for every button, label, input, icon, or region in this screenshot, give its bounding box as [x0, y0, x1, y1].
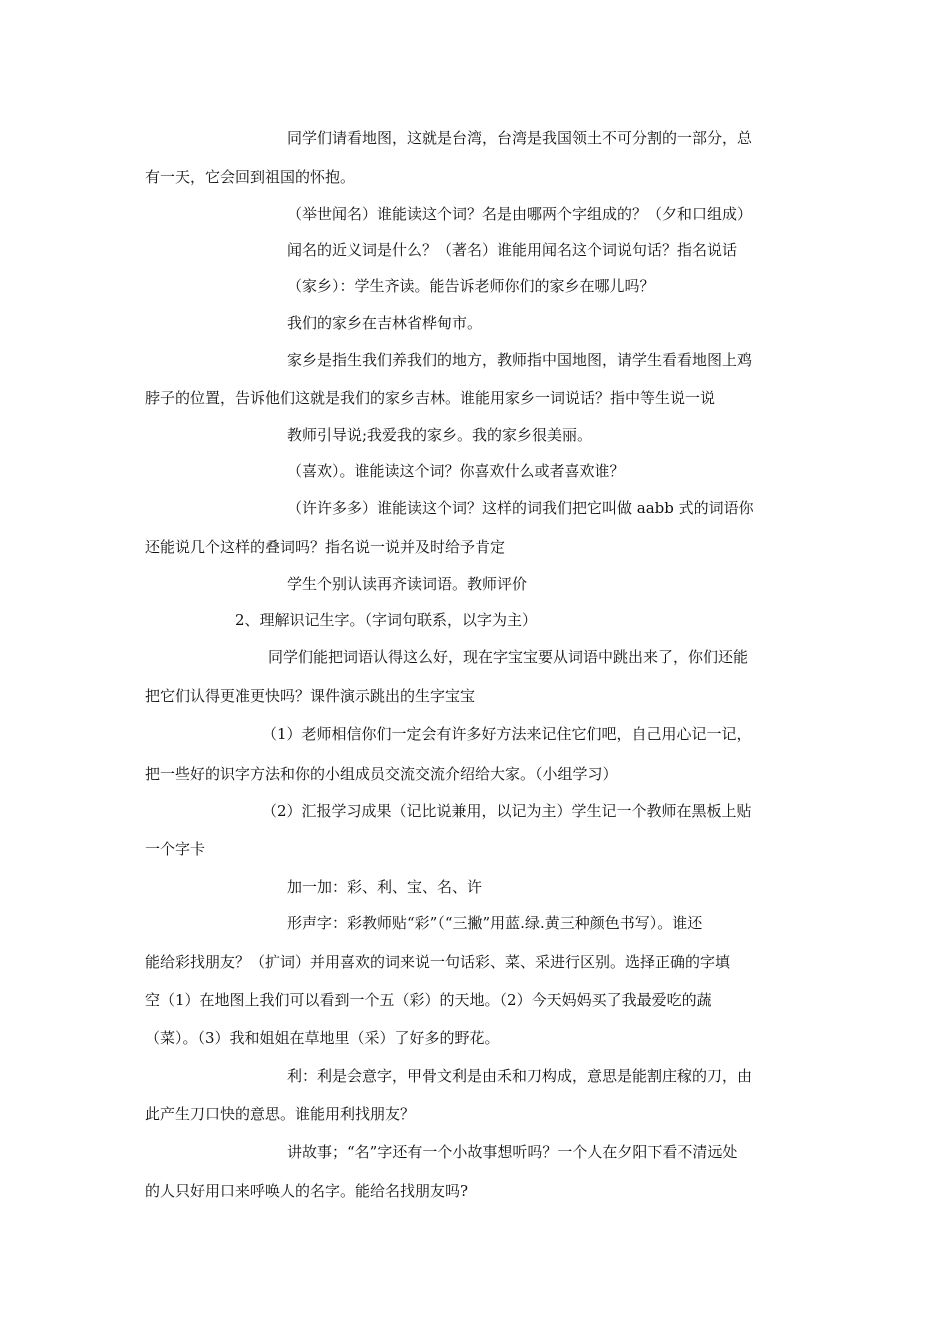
section-heading: 2、理解识记生字。（字词句联系，以字为主）: [235, 611, 538, 629]
paragraph-line: （2）汇报学习成果（记比说兼用，以记为主）学生记一个教师在黑板上贴: [262, 802, 752, 820]
paragraph-line: （菜）。（3）我和姐姐在草地里（采）了好多的野花。: [145, 1029, 500, 1047]
paragraph-line: 闻名的近义词是什么？（著名）谁能用闻名这个词说句话？指名说话: [287, 241, 738, 259]
paragraph-line: 能给彩找朋友？（扩词）并用喜欢的词来说一句话彩、菜、采进行区别。选择正确的字填: [145, 953, 731, 971]
paragraph-line: （家乡）：学生齐读。能告诉老师你们的家乡在哪儿吗？: [287, 277, 655, 295]
paragraph-line: 此产生刀口快的意思。谁能用利找朋友？: [145, 1105, 416, 1123]
paragraph-line: 形声字：彩教师贴“彩”（“三撇”用蓝.绿.黄三种颜色书写）。谁还: [287, 914, 703, 932]
paragraph-line: 同学们能把词语认得这么好，现在字宝宝要从词语中跳出来了，你们还能: [268, 648, 749, 666]
paragraph-line: 讲故事；“名”字还有一个小故事想听吗？一个人在夕阳下看不清远处: [287, 1143, 738, 1161]
paragraph-line: 有一天，它会回到祖国的怀抱。: [145, 168, 356, 186]
paragraph-line: 利：利是会意字，甲骨文利是由禾和刀构成，意思是能割庄稼的刀，由: [287, 1067, 753, 1085]
paragraph-line: 同学们请看地图，这就是台湾，台湾是我国领土不可分割的一部分，总: [287, 129, 753, 147]
paragraph-line: 一个字卡: [145, 840, 206, 858]
paragraph-line: 我们的家乡在吉林省桦甸市。: [287, 314, 483, 332]
paragraph-line: 加一加：彩、利、宝、名、许: [287, 878, 483, 896]
paragraph-line: 还能说几个这样的叠词吗？指名说一说并及时给予肯定: [145, 538, 506, 556]
paragraph-line: （1）老师相信你们一定会有许多好方法来记住它们吧，自己用心记一记，: [262, 725, 752, 743]
paragraph-line: 脖子的位置，告诉他们这就是我们的家乡吉林。谁能用家乡一词说话？指中等生说一说: [145, 389, 716, 407]
paragraph-line: （许许多多）谁能读这个词？这样的词我们把它叫做 aabb 式的词语你: [287, 499, 754, 517]
paragraph-line: 把它们认得更准更快吗？课件演示跳出的生字宝宝: [145, 687, 476, 705]
paragraph-line: 的人只好用口来呼唤人的名字。能给名找朋友吗?: [145, 1182, 469, 1200]
paragraph-line: 家乡是指生我们养我们的地方，教师指中国地图，请学生看看地图上鸡: [287, 351, 753, 369]
paragraph-line: 教师引导说;我爱我的家乡。我的家乡很美丽。: [287, 426, 593, 444]
paragraph-line: （喜欢）。谁能读这个词？你喜欢什么或者喜欢谁？: [287, 462, 625, 480]
paragraph-line: 把一些好的识字方法和你的小组成员交流交流介绍给大家。（小组学习）: [145, 765, 618, 783]
paragraph-line: 学生个别认读再齐读词语。教师评价: [287, 575, 528, 593]
paragraph-line: （举世闻名）谁能读这个词？名是由哪两个字组成的？（夕和口组成）: [287, 205, 753, 223]
paragraph-line: 空（1）在地图上我们可以看到一个五（彩）的天地。（2）今天妈妈买了我最爱吃的蔬: [145, 991, 712, 1009]
